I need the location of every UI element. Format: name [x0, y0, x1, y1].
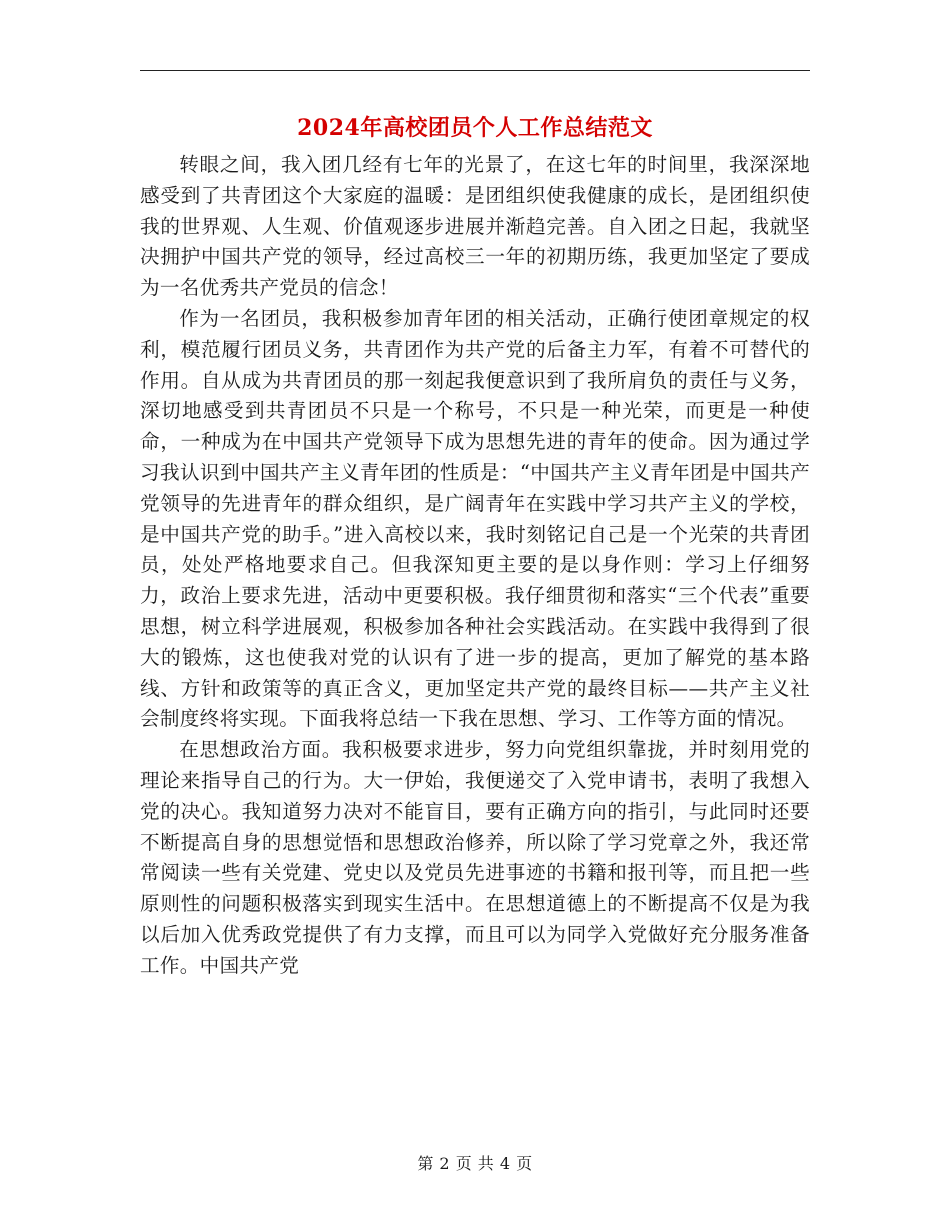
document-title: 2024年高校团员个人工作总结范文: [297, 115, 653, 141]
header-rule: [140, 70, 810, 71]
body-paragraph-3: 在思想政治方面。我积极要求进步，努力向党组织靠拢，并时刻用党的理论来指导自己的行为。大一伊始，我便递交了入党申请书，表明了我想入党的决心。我知道努力决对不能盲目，要有正确方向的指引，与此同时还要不断提高自身的思想觉悟和思想政治修养，所以除了学习党章之外，我还常常阅读一些有关党建、党史以及党员先进事迹的书籍和报刊等，而且把一些原则性的问题积极落实到现实生活中。在思想道德上的不断提高不仅是为我以后加入优秀政党提供了有力支撑，而且可以为同学入党做好充分服务准备工作。中国共产党: [140, 738, 810, 977]
body-paragraph-2: 作为一名团员，我积极参加青年团的相关活动，正确行使团章规定的权利，模范履行团员义务，共青团作为共产党的后备主力军，有着不可替代的作用。自从成为共青团员的那一刻起我便意识到了我所肩负的责任与义务，深切地感受到共青团员不只是一个称号，不只是一种光荣，而更是一种使命，一种成为在中国共产党领导下成为思想先进的青年的使命。因为通过学习我认识到中国共产主义青年团的性质是：“中国共产主义青年团是中国共产党领导的先进青年的群众组织，是广阔青年在实践中学习共产主义的学校，是中国共产党的助手。”进入高校以来，我时刻铭记自己是一个光荣的共青团员，处处严格地要求自己。但我深知更主要的是以身作则：学习上仔细努力，政治上要求先进，活动中更要积极。我仔细贯彻和落实“三个代表”重要思想，树立科学进展观，积极参加各种社会实践活动。在实践中我得到了很大的锻炼，这也使我对党的认识有了进一步的提高，更加了解党的基本路线、方针和政策等的真正含义，更加坚定共产党的最终目标——共产主义社会制度终将实现。下面我将总结一下我在思想、学习、工作等方面的情况。: [140, 306, 810, 731]
body-paragraph-1: 转眼之间，我入团几经有七年的光景了，在这七年的时间里，我深深地感受到了共青团这个大家庭的温暖：是团组织使我健康的成长，是团组织使我的世界观、人生观、价值观逐步进展并渐趋完善。自入团之日起，我就坚决拥护中国共产党的领导，经过高校三一年的初期历练，我更加坚定了要成为一名优秀共产党员的信念！: [140, 153, 810, 300]
page-number-footer: 第 2 页 共 4 页: [417, 1154, 533, 1173]
document-body: [140, 150, 810, 982]
